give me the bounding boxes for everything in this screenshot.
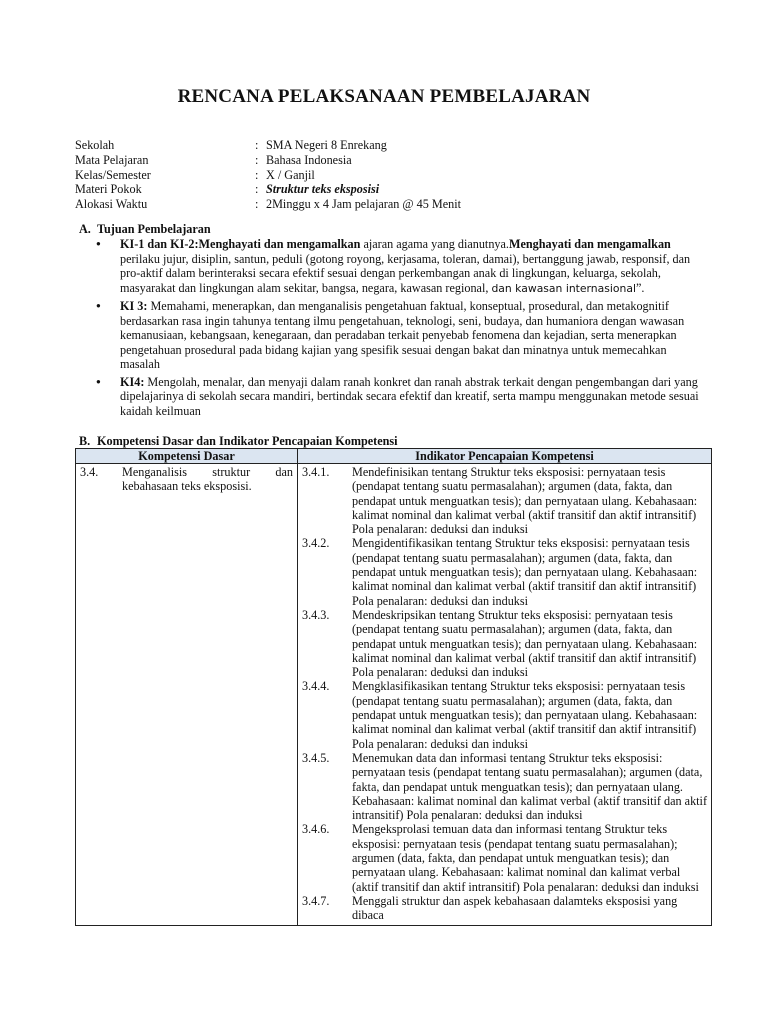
identity-label: Alokasi Waktu xyxy=(75,197,148,212)
identity-value: Struktur teks eksposisi xyxy=(266,182,380,197)
identity-label: Sekolah xyxy=(75,138,115,152)
objective-text: dan kawasan internasional xyxy=(491,281,636,295)
identity-separator: : xyxy=(255,138,259,152)
section-b-title: Kompetensi Dasar dan Indikator Pencapaian Kompetensi xyxy=(97,434,398,448)
objective-item xyxy=(120,237,700,296)
objective-text: Memahami, menerapkan, dan menganalisis pengetahuan faktual, konseptual, prosedural, dan metakognitif berdasarkan rasa ingin tahunya tentang ilmu pengetahuan, teknologi, seni, budaya, dan humaniora dengan wawasan kemanusiaan, kebangsaan, kenegaraan, dan peradaban terkait penyebab fenomena dan kejadian, serta menerapkan pengetahuan prosedural pada bidang kajian yang spesifik sesuai dengan bakat dan minatnya untuk memecahkan masalah xyxy=(120,299,685,371)
identity-label: Materi Pokok xyxy=(75,182,142,197)
kd-cell xyxy=(76,464,298,926)
identity-value: SMA Negeri 8 Enrekang xyxy=(266,138,387,152)
indicator-number: 3.4.6. xyxy=(302,822,330,837)
learning-objectives-list xyxy=(120,237,700,421)
objective-item xyxy=(120,375,700,419)
objective-item xyxy=(120,299,700,372)
indicator-text: Mendeskripsikan tentang Struktur teks eksposisi: pernyataan tesis (pendapat tentang suatu permasalahan); argumen (data, fakta, dan pendapat untuk menguatkan tesis); dan pernyataan ulang. Kebahasaan: kalimat nominal dan kalimat verbal (aktif transitif dan aktif intransitif) Pola penalaran: deduksi dan induksi xyxy=(352,607,698,680)
section-a-heading xyxy=(79,222,211,237)
indicator-item xyxy=(302,536,707,607)
kd-item xyxy=(80,465,293,494)
competency-table-header xyxy=(76,449,712,464)
indicator-text: Menemukan data dan informasi tentang Struktur teks eksposisi: pernyataan tesis (pendapat tentang suatu permasalahan); argumen (data, fakta, dan pendapat untuk menguatkan tesis); dan pernyataan ulang. Kebahasaan: kalimat nominal dan kalimat verbal (aktif transitif dan aktif intransitif) Pola penalaran: deduksi dan induksi xyxy=(352,750,708,823)
indicator-item xyxy=(302,465,707,536)
section-a-title: Tujuan Pembelajaran xyxy=(97,222,211,236)
section-b-heading xyxy=(79,434,398,449)
document-title: RENCANA PELAKSANAAN PEMBELAJARAN xyxy=(177,86,591,107)
objective-text: ajaran agama yang dianutnya. xyxy=(360,237,509,251)
indicator-number: 3.4.2. xyxy=(302,536,330,551)
objective-text: ”. xyxy=(635,280,645,295)
identity-value: 2Minggu x 4 Jam pelajaran @ 45 Menit xyxy=(266,197,462,212)
objective-keyword: Menghayati dan mengamalkan xyxy=(508,237,671,251)
indicator-item xyxy=(302,822,707,893)
indicator-text: Menggali struktur dan aspek kebahasaan dalamteks eksposisi yang dibaca xyxy=(352,893,678,923)
identity-separator: : xyxy=(255,182,259,197)
indicator-text: Mendefinisikan tentang Struktur teks eksposisi: pernyataan tesis (pendapat tentang suatu permasalahan); argumen (data, fakta, dan pendapat untuk menguatkan tesis); dan pernyataan ulang. Kebahasaan: kalimat nominal dan kalimat verbal (aktif transitif dan aktif intransitif) Pola penalaran: deduksi dan induksi xyxy=(352,465,698,537)
objective-text: perilaku jujur, disiplin, santun, peduli (gotong royong, kerjasama, toleran, damai), bertanggung jawab, responsif, dan pro-aktif dalam berinteraksi secara efektif sesuai dengan perkembangan anak di lingkungan, keluarga, sekolah, masyarakat dan lingkungan alam sekitar, bangsa, negara, kawasan regional, xyxy=(120,251,691,295)
column-header-kd: Kompetensi Dasar xyxy=(76,449,298,464)
objective-keyword: KI4: xyxy=(120,374,145,389)
section-b-letter: B. xyxy=(79,434,91,448)
indicator-item xyxy=(302,751,707,822)
identity-value: X / Ganjil xyxy=(266,167,315,182)
objective-text: Mengolah, menalar, dan menyaji dalam ranah konkret dan ranah abstrak terkait dengan pengembangan dari yang dipelajarinya di sekolah secara mandiri, bertindak secara efektif dan kreatif, serta mampu menggunakan metode sesuai kaidah keilmuan xyxy=(120,374,699,418)
identity-label: Kelas/Semester xyxy=(75,167,151,182)
section-a-letter: A. xyxy=(79,222,91,236)
identity-label: Mata Pelajaran xyxy=(75,152,149,167)
competency-table xyxy=(75,448,712,926)
table-row xyxy=(76,464,712,926)
column-header-indicator: Indikator Pencapaian Kompetensi xyxy=(298,449,712,464)
kd-text: Menganalisis struktur dan kebahasaan teks eksposisi. xyxy=(122,465,293,494)
identity-separator: : xyxy=(255,167,259,182)
indicator-text: Mengidentifikasikan tentang Struktur teks eksposisi: pernyataan tesis (pendapat tentang suatu permasalahan); argumen (data, fakta, dan pendapat untuk menguatkan tesis); dan pernyataan ulang. Kebahasaan: kalimat nominal dan kalimat verbal (aktif transitif dan aktif intransitif) Pola penalaran: deduksi dan induksi xyxy=(352,536,698,608)
indicator-item xyxy=(302,679,707,750)
indicator-text: Mengeksprolasi temuan data dan informasi tentang Struktur teks eksposisi: pernyataan tesis (pendapat tentang suatu permasalahan); argumen (data, fakta, dan pendapat untuk menguatkan tesis); dan pernyataan ulang. Kebahasaan: kalimat nominal dan kalimat verbal (aktif transitif dan aktif intransitif) Pola penalaran: deduksi dan induksi xyxy=(352,822,699,894)
indicator-number: 3.4.7. xyxy=(302,893,330,908)
indicator-item xyxy=(302,894,707,923)
kd-number: 3.4. xyxy=(80,465,99,479)
identity-separator: : xyxy=(255,197,259,212)
indicator-cell xyxy=(298,464,712,926)
indicator-number: 3.4.5. xyxy=(302,750,330,765)
identity-value: Bahasa Indonesia xyxy=(266,152,352,167)
identity-separator: : xyxy=(255,152,259,167)
objective-keyword: KI 3: xyxy=(120,299,148,313)
indicator-item xyxy=(302,608,707,679)
indicator-number: 3.4.1. xyxy=(302,465,330,479)
indicator-number: 3.4.3. xyxy=(302,607,330,622)
indicator-number: 3.4.4. xyxy=(302,679,330,694)
indicator-text: Mengklasifikasikan tentang Struktur teks eksposisi: pernyataan tesis (pendapat tentang suatu permasalahan); argumen (data, fakta, dan pendapat untuk menguatkan tesis); dan pernyataan ulang. Kebahasaan: kalimat nominal dan kalimat verbal (aktif transitif dan aktif intransitif) Pola penalaran: deduksi dan induksi xyxy=(352,679,698,751)
objective-keyword: KI-1 dan KI-2:Menghayati dan mengamalkan xyxy=(120,237,361,251)
